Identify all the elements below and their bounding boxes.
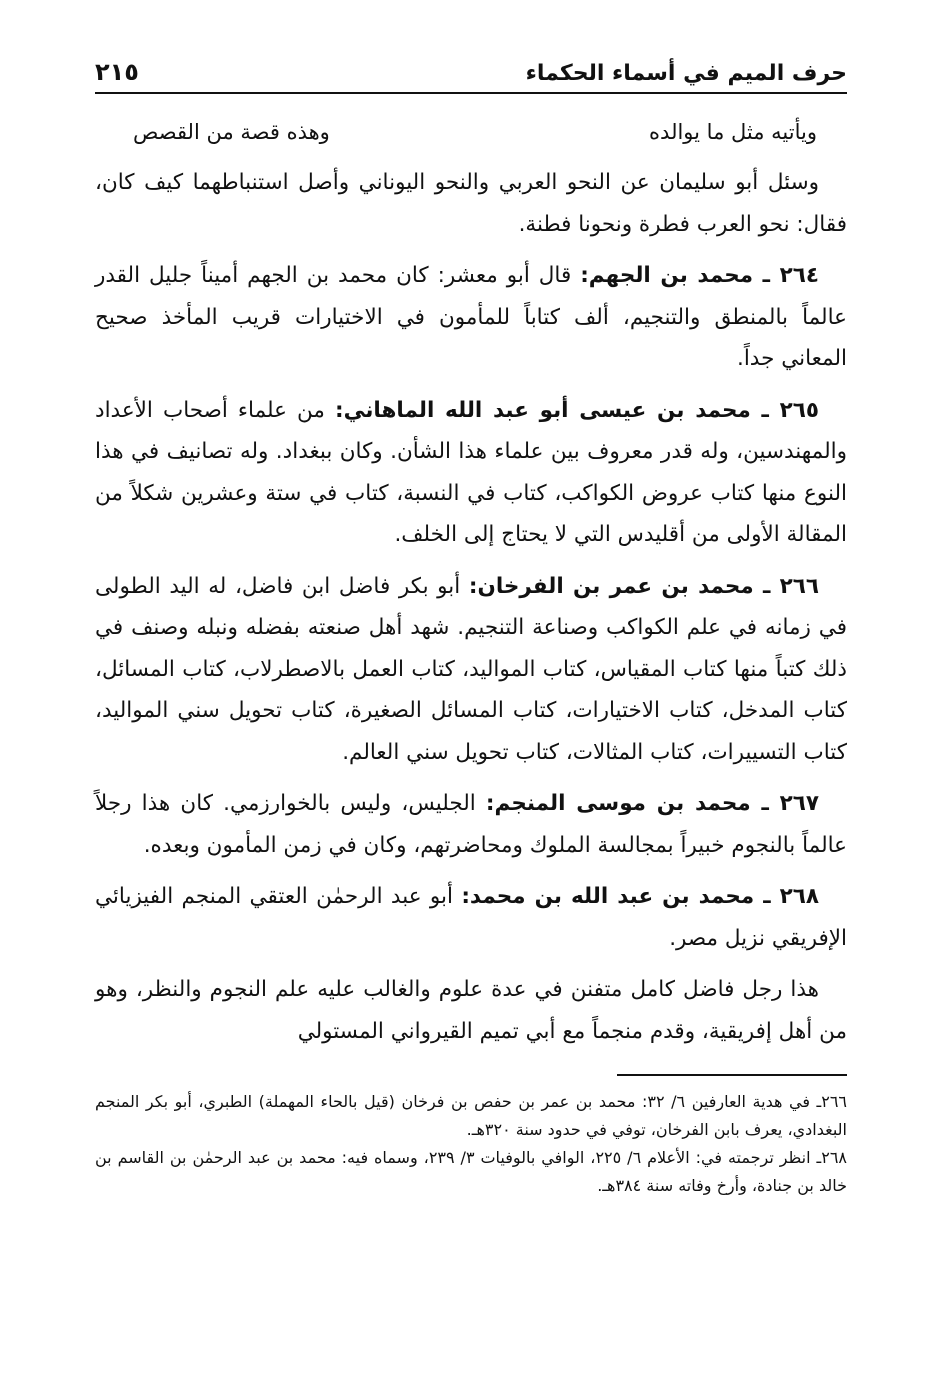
running-title: حرف الميم في أسماء الحكماء — [525, 61, 847, 86]
entry-264-text: قال أبو معشر: كان محمد بن الجهم أميناً جليل القدر عالماً بالمنطق والتنجيم، ألف كتاباً للمأمون في الاختيارات قريب المأخذ صحيح المعاني جداً. — [95, 263, 847, 371]
paragraph-continued: هذا رجل فاضل كامل متفنن في عدة علوم والغالب عليه علم النجوم والنظر، وهو من أهل إفريقية، وقدم منجماً مع أبي تميم القيرواني المستولي — [95, 977, 847, 1044]
entry-264-heading: ٢٦٤ ـ محمد بن الجهم: — [580, 263, 819, 288]
paragraph-grammar: وسئل أبو سليمان عن النحو العربي والنحو اليوناني وأصل استنباطهما كيف كان، فقال: نحو العرب فطرة ونحونا فطنة. — [95, 170, 847, 237]
entry-266-heading: ٢٦٦ ـ محمد بن عمر بن الفرخان: — [468, 573, 819, 599]
verse-right-hemistich: ويأتيه مثل ما يوالده — [649, 120, 817, 144]
entry-264 — [95, 255, 847, 380]
entry-265 — [95, 390, 847, 556]
book-page — [95, 50, 847, 1200]
entry-267-text: الجليس، وليس بالخوارزمي. كان هذا رجلاً عالماً بالنجوم خبيراً بمجالسة الملوك ومحاضرتهم، وكان في زمن المأمون وبعده. — [95, 791, 847, 858]
entry-267 — [95, 783, 847, 866]
verse-left-hemistich: وهذه قصة من القصص — [133, 120, 330, 144]
footnote-divider — [617, 1074, 847, 1076]
footnote-266: ٢٦٦ـ في هدية العارفين ٦/ ٣٢: محمد بن عمر بن حفص بن فرخان (قيل بالحاء المهملة) الطبري، أبو بكر المنجم البغدادي، يعرف بابن الفرخان، توفي في حدود سنة ٣٢٠هـ. — [95, 1092, 847, 1139]
poetry-verse — [95, 120, 847, 160]
footnote-268: ٢٦٨ـ انظر ترجمته في: الأعلام ٦/ ٢٢٥، الوافي بالوفيات ٣/ ٢٣٩، وسماه فيه: محمد بن عبد الرحمٰن بن القاسم بن خالد بن جنادة، وأرخ وفاته سنة ٣٨٤هـ. — [95, 1148, 847, 1195]
entry-265-heading: ٢٦٥ ـ محمد بن عيسى أبو عبد الله الماهاني: — [334, 397, 819, 423]
entry-267-heading: ٢٦٧ ـ محمد بن موسى المنجم: — [485, 791, 820, 816]
entry-265-text: من علماء أصحاب الأعداد والمهندسين، وله قدر معروف بين علماء هذا الشأن. وكان ببغداد. وله تصانيف في هذا النوع منها كتاب عروض الكواكب، كتاب في النسبة، كتاب في ستة وعشرين شكلاً من المقالة الأولى من أقليدس التي لا يحتاج إلى الخلف. — [95, 397, 847, 547]
main-text — [95, 162, 847, 1052]
entry-268-heading: ٢٦٨ ـ محمد بن عبد الله بن محمد: — [461, 884, 819, 909]
page-number: ٢١٥ — [95, 58, 139, 86]
entry-268-text: أبو عبد الرحمٰن العتقي المنجم الفيزيائي الإفريقي نزيل مصر. — [95, 884, 847, 951]
footnotes — [95, 1088, 847, 1200]
page-header — [95, 50, 847, 94]
entry-268 — [95, 876, 847, 959]
entry-266-text: أبو بكر فاضل ابن فاضل، له اليد الطولى في زمانه في علم الكواكب وصناعة التنجيم. شهد أهل صنعته بفضله ونبله وصنف في ذلك كتباً منها كتاب المقياس، كتاب المواليد، كتاب العمل بالاصطرلاب، كتاب المسائل، كتاب المدخل، كتاب الاختيارات، كتاب المسائل الصغيرة، كتاب تحويل سني المواليد، كتاب التسييرات، كتاب المثالات، كتاب تحويل سني العالم. — [95, 573, 847, 765]
entry-266 — [95, 566, 847, 774]
